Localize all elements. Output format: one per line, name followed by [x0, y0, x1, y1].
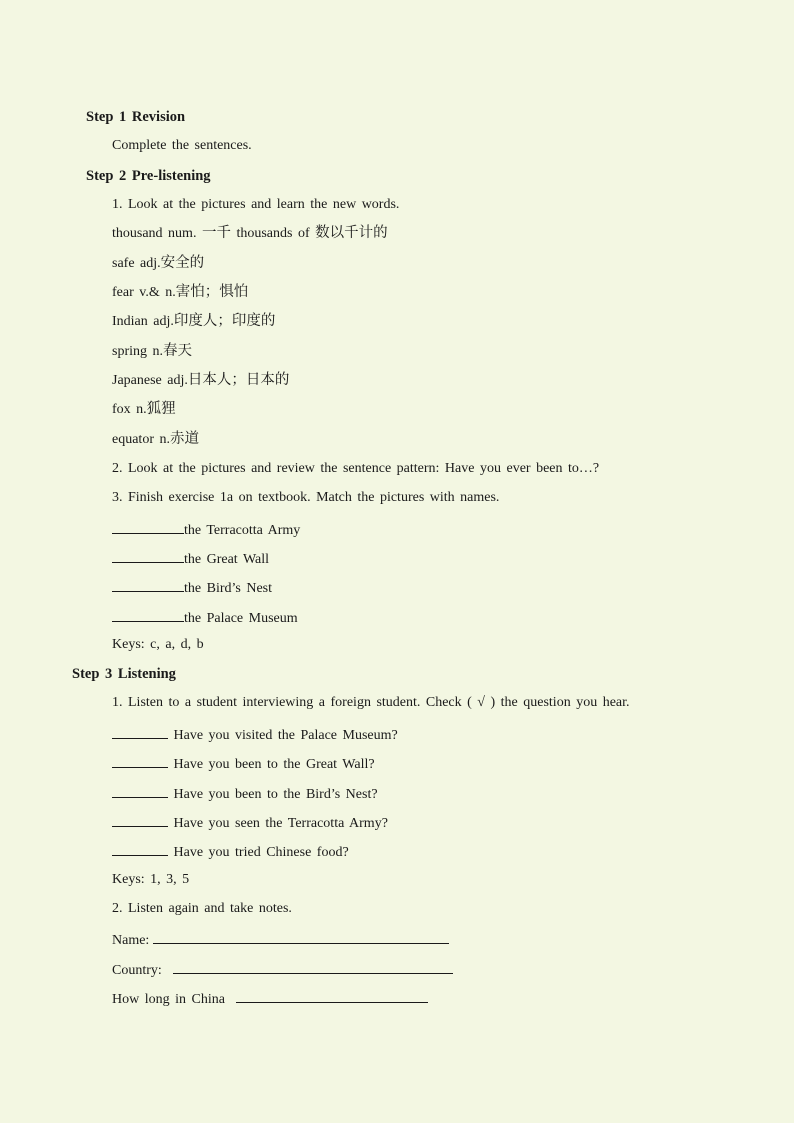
question-text: Have you been to the Great Wall? — [168, 757, 375, 772]
match-row — [112, 519, 300, 540]
check-blank[interactable] — [112, 753, 168, 768]
question-text: Have you been to the Bird’s Nest? — [168, 787, 378, 802]
vocab-cn: 春天 — [163, 343, 192, 359]
vocab-en: Japanese adj. — [112, 373, 188, 388]
vocab-cn: 印度人；印度的 — [173, 313, 276, 329]
vocab-line-safe — [112, 254, 204, 273]
question-row — [112, 783, 378, 804]
step3-keys: Keys: 1, 3, 5 — [112, 872, 190, 887]
notes-country-blank[interactable] — [173, 959, 453, 974]
step3-item2: 2. Listen again and take notes. — [112, 901, 292, 916]
step2-item2: 2. Look at the pictures and review the sentence pattern: Have you ever been to…? — [112, 461, 600, 476]
notes-howlong-row — [112, 988, 428, 1009]
question-text: Have you visited the Palace Museum? — [168, 728, 398, 743]
match-label: the Great Wall — [184, 552, 270, 567]
notes-country-row — [112, 959, 453, 980]
match-row — [112, 607, 298, 628]
vocab-line-japanese — [112, 371, 289, 390]
vocab-en: fox n. — [112, 402, 147, 417]
vocab-line-indian — [112, 312, 275, 331]
answer-blank[interactable] — [112, 548, 184, 563]
vocab-cn: 赤道 — [169, 431, 199, 447]
step1-heading: Step 1 Revision — [86, 109, 186, 125]
question-text: Have you seen the Terracotta Army? — [168, 816, 388, 831]
notes-name-blank[interactable] — [153, 929, 449, 944]
vocab-line-equator — [112, 430, 199, 449]
step1-instruction: Complete the sentences. — [112, 138, 252, 153]
vocab-line-spring — [112, 342, 192, 361]
vocab-en: thousand num. — [112, 226, 202, 241]
vocab-en2: thousands of — [230, 226, 316, 241]
vocab-line-fear — [112, 283, 248, 302]
vocab-en: safe adj. — [112, 256, 161, 271]
vocab-cn: 日本人；日本的 — [187, 372, 290, 388]
step2-item3: 3. Finish exercise 1a on textbook. Match the pictures with names. — [112, 490, 500, 505]
notes-name-label: Name: — [112, 933, 150, 948]
notes-country-label: Country: — [112, 963, 168, 978]
notes-howlong-label: How long in China — [112, 992, 231, 1007]
notes-name-row — [112, 929, 449, 950]
vocab-cn: 安全的 — [160, 255, 205, 271]
question-row — [112, 841, 349, 862]
answer-blank[interactable] — [112, 607, 184, 622]
match-row — [112, 548, 269, 569]
check-blank[interactable] — [112, 783, 168, 798]
step2-keys: Keys: c, a, d, b — [112, 637, 204, 652]
vocab-line-thousand — [112, 224, 388, 243]
vocab-cn: 害怕；惧怕 — [175, 284, 249, 300]
step3-item1: 1. Listen to a student interviewing a foreign student. Check ( √ ) the question you hear. — [112, 695, 630, 710]
vocab-cn2: 数以千计的 — [315, 225, 388, 241]
vocab-en: fear v.& n. — [112, 285, 176, 300]
check-blank[interactable] — [112, 724, 168, 739]
match-label: the Palace Museum — [184, 611, 298, 626]
question-row — [112, 812, 388, 833]
vocab-en: equator n. — [112, 432, 170, 447]
question-row — [112, 724, 398, 745]
match-label: the Bird’s Nest — [184, 581, 272, 596]
answer-blank[interactable] — [112, 519, 184, 534]
match-label: the Terracotta Army — [184, 523, 301, 538]
notes-howlong-blank[interactable] — [236, 988, 428, 1003]
vocab-cn: 一千 — [201, 225, 231, 241]
step3-heading: Step 3 Listening — [72, 666, 176, 682]
check-blank[interactable] — [112, 812, 168, 827]
vocab-cn: 狐狸 — [146, 401, 176, 417]
vocab-en: Indian adj. — [112, 314, 174, 329]
check-blank[interactable] — [112, 841, 168, 856]
question-text: Have you tried Chinese food? — [168, 845, 349, 860]
answer-blank[interactable] — [112, 577, 184, 592]
match-row — [112, 577, 272, 598]
question-row — [112, 753, 375, 774]
vocab-en: spring n. — [112, 344, 163, 359]
step2-item1: 1. Look at the pictures and learn the new words. — [112, 197, 400, 212]
vocab-line-fox — [112, 400, 176, 419]
step2-heading: Step 2 Pre-listening — [86, 168, 211, 184]
